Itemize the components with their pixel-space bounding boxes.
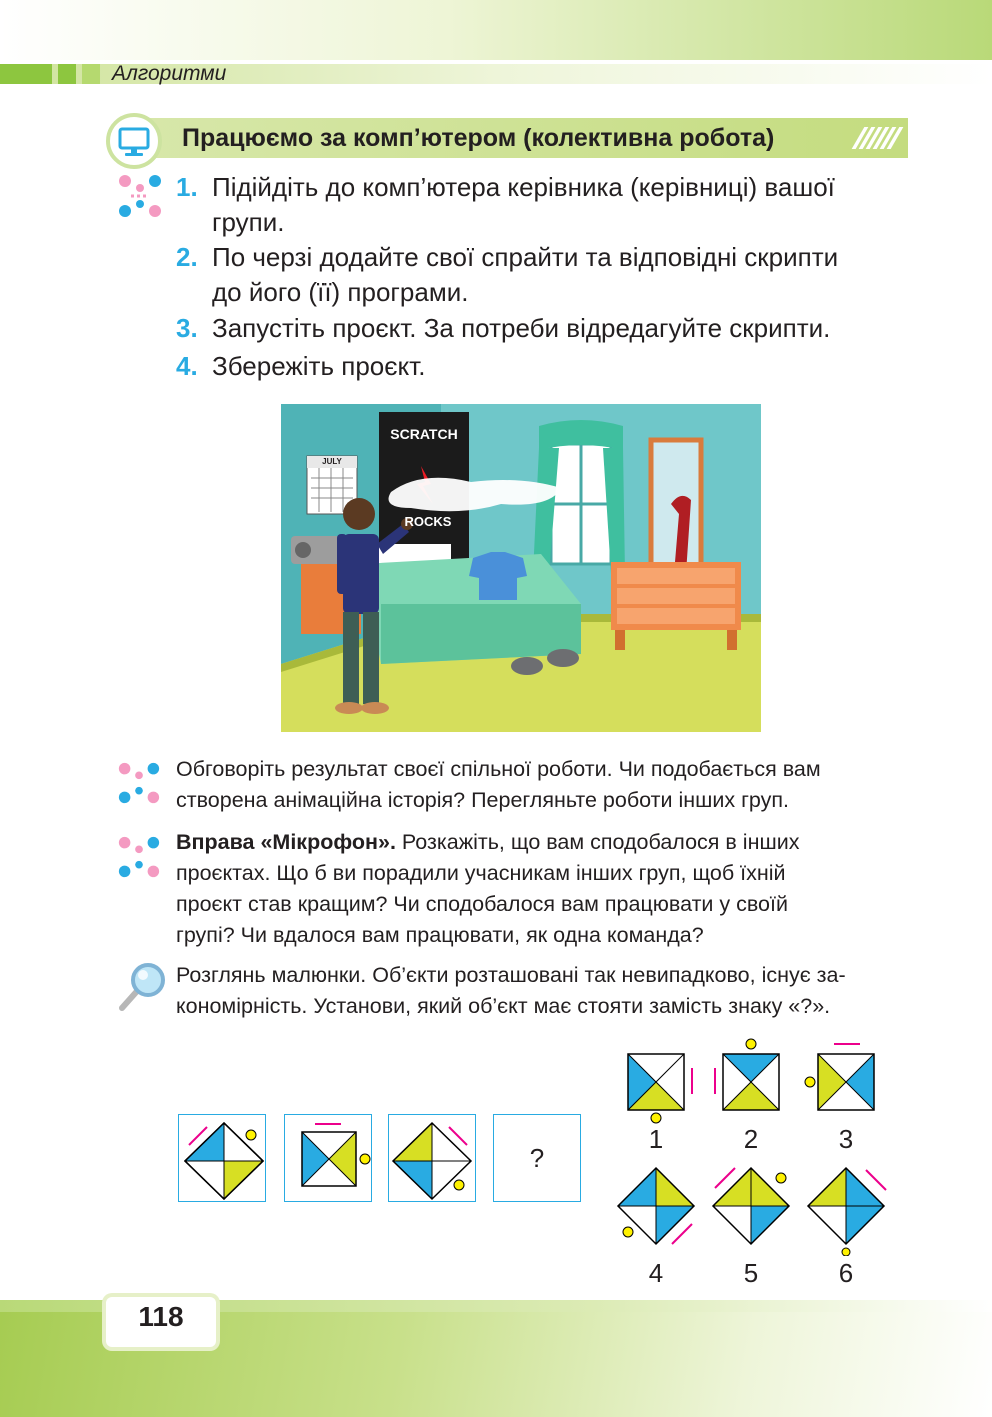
text-line: Розглянь малюнки. Об’єкти розташовані так невипадково, існує за- <box>176 963 846 987</box>
option-figure-1 <box>610 1036 702 1133</box>
exercise-title: Вправа «Мікрофон». <box>176 830 396 854</box>
option-figure-6 <box>800 1160 892 1261</box>
step-number: 3. <box>176 313 198 343</box>
option-figure-3 <box>800 1036 892 1133</box>
text-line: проєкт став кращим? Чи сподобалося вам працювати у своїй <box>176 892 788 916</box>
sequence-item <box>284 1114 372 1202</box>
option-number: 4 <box>648 1258 664 1288</box>
header-block <box>0 64 52 84</box>
magnifier-icon <box>114 960 168 1019</box>
group-work-icon <box>116 760 162 811</box>
list-item <box>176 170 916 240</box>
option-number: 1 <box>648 1124 664 1154</box>
header-square <box>82 64 100 84</box>
group-work-icon <box>116 172 164 225</box>
list-item <box>176 240 916 310</box>
option-number: 6 <box>838 1258 854 1288</box>
step-number: 4. <box>176 351 198 381</box>
sequence-item <box>388 1114 476 1202</box>
computer-icon <box>106 113 162 169</box>
step-number: 1. <box>176 172 198 202</box>
text-line: Обговоріть результат своєї спільної роботи. Чи подобається вам <box>176 757 821 781</box>
text-line: створена анімаційна історія? Перегляньте роботи інших груп. <box>176 788 790 812</box>
step-text: Підійдіть до комп’ютера керівника (керівниці) вашої <box>212 172 835 202</box>
step-text: По черзі додайте свої спрайти та відповідні скрипти <box>212 242 839 272</box>
option-figure-5 <box>705 1160 797 1261</box>
option-number: 3 <box>838 1124 854 1154</box>
list-item <box>176 311 916 346</box>
step-number: 2. <box>176 242 198 272</box>
step-text-continued: групи. <box>212 207 285 237</box>
step-text: Запустіть проєкт. За потреби відредагуйте скрипти. <box>212 313 831 343</box>
text-line: кономірність. Установи, який об’єкт має стояти замість знаку «?». <box>176 994 831 1018</box>
text-line: групі? Чи вдалося вам працювати, як одна команда? <box>176 923 704 947</box>
step-text-continued: до його (її) програми. <box>212 277 469 307</box>
puzzle-text <box>176 960 908 1022</box>
poster-title: SCRATCH <box>390 426 458 442</box>
calendar-label: JULY <box>322 457 342 466</box>
section-name: Алгоритми <box>112 62 227 85</box>
discussion-text <box>176 754 908 816</box>
poster-subtitle: ROCKS <box>404 514 452 529</box>
text-line: проєктах. Що б ви порадили учасникам інших груп, щоб їхній <box>176 861 786 885</box>
option-number: 2 <box>743 1124 759 1154</box>
header-band <box>0 0 992 60</box>
sequence-item <box>178 1114 266 1202</box>
text-span: Розкажіть, що вам сподобалося в інших <box>401 830 800 854</box>
step-text: Збережіть проєкт. <box>212 351 426 381</box>
title-decoration <box>858 118 897 158</box>
group-work-icon <box>116 834 162 885</box>
page-number: 118 <box>138 1301 184 1332</box>
option-number: 5 <box>743 1258 759 1288</box>
text-line <box>176 827 908 858</box>
option-figure-2 <box>705 1036 797 1133</box>
section-title: Працюємо за комп’ютером (колективна робота) <box>182 124 775 152</box>
question-box: ? <box>493 1114 581 1202</box>
exercise-text <box>176 827 908 951</box>
header-square <box>58 64 76 84</box>
list-item <box>176 349 916 384</box>
bedroom-illustration <box>281 404 761 732</box>
option-figure-4 <box>610 1160 702 1261</box>
